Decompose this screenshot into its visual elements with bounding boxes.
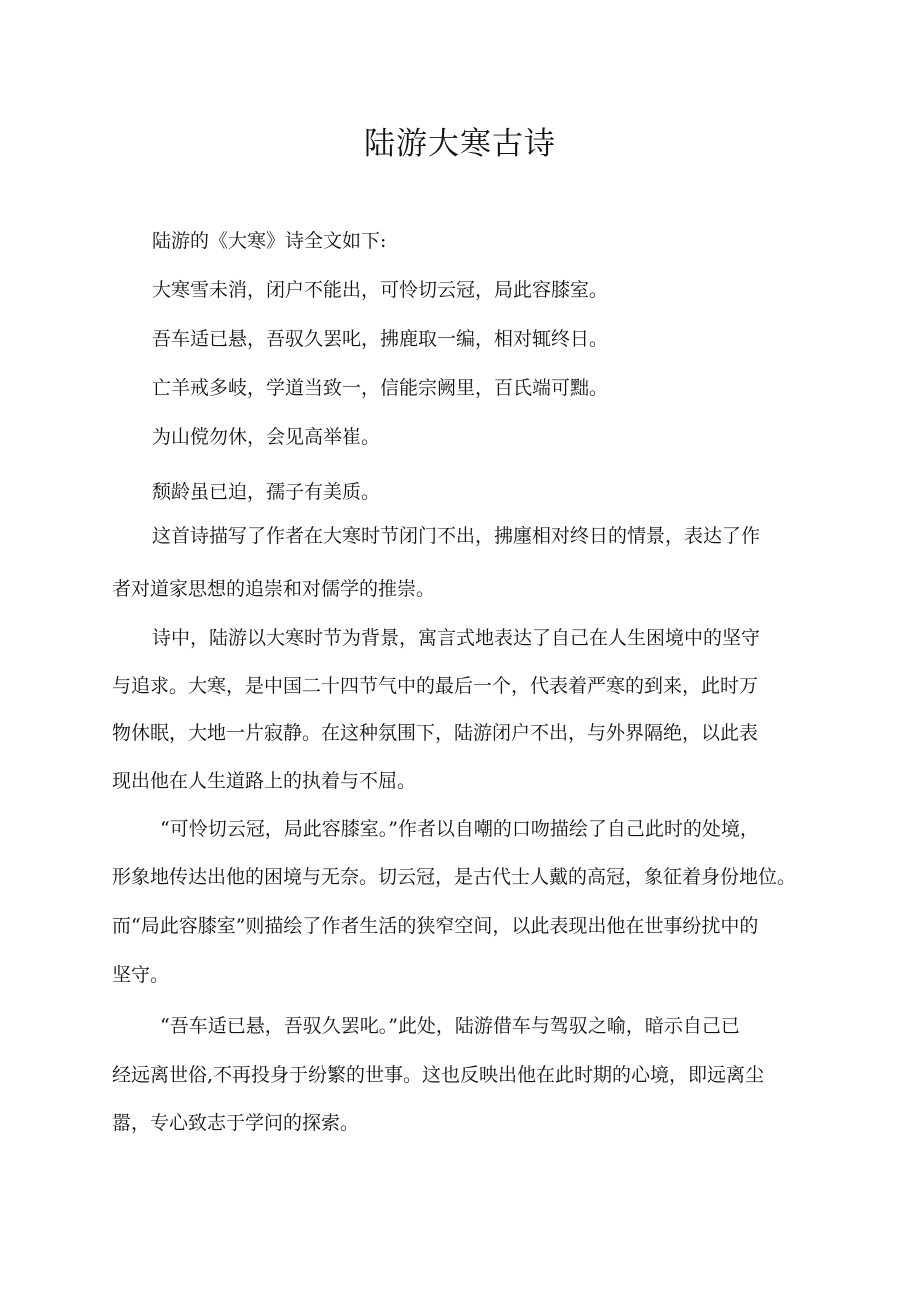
paragraph-line: 者对道家思想的追崇和对儒学的推崇。 bbox=[112, 578, 436, 600]
paragraph-line: 物休眠，大地一片寂静。在这种氛围下，陆游闭户不出，与外界隔绝，以此表 bbox=[112, 722, 759, 744]
paragraph-line: 经远离世俗,不再投身于纷繁的世事。这也反映出他在此时期的心境，即远离尘 bbox=[112, 1064, 765, 1086]
poem-line: 颓龄虽已迫，孺子有美质。 bbox=[152, 481, 381, 503]
paragraph-line: 嚣，专心致志于学问的探索。 bbox=[112, 1112, 360, 1134]
paragraph-line: 与追求。大寒，是中国二十四节气中的最后一个，代表着严寒的到来，此时万 bbox=[112, 675, 759, 697]
paragraph-line: 形象地传达出他的困境与无奈。切云冠，是古代士人戴的高冠，象征着身份地位。 bbox=[112, 866, 797, 888]
paragraph-line: “可怜切云冠，局此容膝室。”作者以自嘲的口吻描绘了自己此时的处境， bbox=[160, 818, 759, 840]
intro-line: 陆游的《大寒》诗全文如下: bbox=[152, 230, 387, 252]
poem-line: 为山傥勿休，会见高举崔。 bbox=[152, 426, 381, 448]
paragraph-line: 坚守。 bbox=[112, 964, 170, 986]
paragraph-line: “吾车适已悬，吾驭久罢叱。”此处，陆游借车与驾驭之喻，暗示自己已 bbox=[160, 1015, 740, 1037]
document-title: 陆游大寒古诗 bbox=[364, 126, 556, 162]
paragraph-line: 现出他在人生道路上的执着与不屈。 bbox=[112, 770, 417, 792]
paragraph-line: 而“局此容膝室”则描绘了作者生活的狭窄空间，以此表现出他在世事纷扰中的 bbox=[112, 915, 759, 937]
paragraph-line: 诗中，陆游以大寒时节为背景，寓言式地表达了自己在人生困境中的坚守 bbox=[152, 627, 761, 649]
poem-line: 大寒雪未消，闭户不能出，可怜切云冠，局此容膝室。 bbox=[152, 279, 609, 301]
poem-line: 亡羊戒多岐，学道当致一，信能宗阙里，百氏端可黜。 bbox=[152, 377, 609, 399]
poem-line: 吾车适已悬，吾驭久罢叱，拂鹿取一编，相对辄终日。 bbox=[152, 328, 609, 350]
paragraph-line: 这首诗描写了作者在大寒时节闭门不出，拂廛相对终日的情景，表达了作 bbox=[152, 525, 761, 547]
